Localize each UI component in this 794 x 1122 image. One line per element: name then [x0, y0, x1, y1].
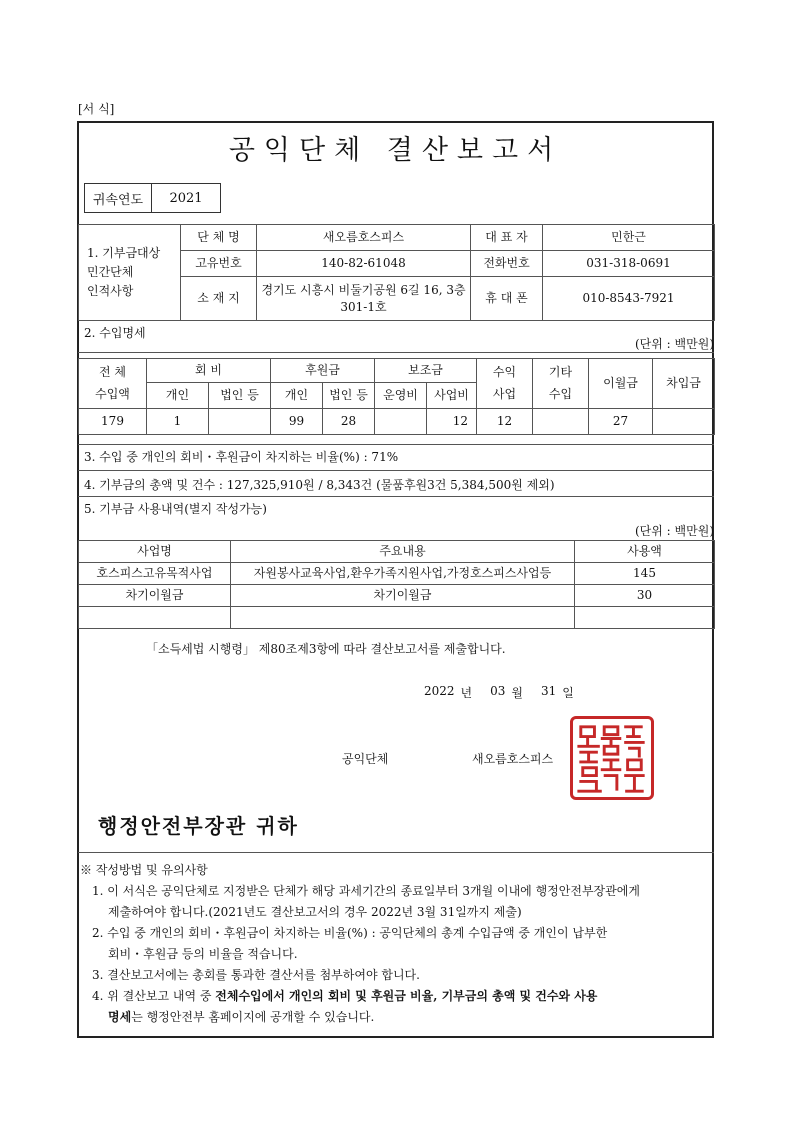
section4-text: 4. 기부금의 총액 및 건수 : 127,325,910원 / 8,343건 (물품후원3건 5,384,500원 제외) — [84, 478, 555, 492]
col-total: 전 체 수입액 — [79, 359, 147, 409]
note-3: 3. 결산보고서에는 총회를 통과한 결산서를 첨부하여야 합니다. — [92, 968, 420, 982]
col-subsidy: 보조금 — [375, 359, 477, 383]
note-4-cont — [80, 1007, 714, 1028]
year-value: 2021 — [169, 190, 203, 206]
val-other — [533, 409, 589, 435]
reg-no-label: 고유번호 — [181, 251, 257, 277]
rep-value: 민한근 — [543, 225, 715, 251]
col-donation: 후원금 — [271, 359, 375, 383]
col-subsidy-project: 사업비 — [427, 383, 477, 409]
divider — [78, 444, 714, 445]
section2-unit: (단위 : 백만원) — [635, 337, 714, 351]
usage-table — [78, 540, 715, 629]
date-month: 03 — [490, 684, 506, 698]
address-label: 소 재 지 — [181, 277, 257, 321]
val-donation-corporate: 28 — [323, 409, 375, 435]
org-info-table — [78, 224, 715, 321]
col-membership-individual: 개인 — [147, 383, 209, 409]
year-box — [84, 183, 221, 213]
section5-label: 5. 기부금 사용내역(별지 작성가능) — [84, 502, 267, 516]
usage-row-project — [79, 607, 231, 629]
date-year-unit: 년 — [460, 686, 473, 700]
col-subsidy-operating: 운영비 — [375, 383, 427, 409]
col-donation-individual: 개인 — [271, 383, 323, 409]
col-borrow: 차입금 — [653, 359, 715, 409]
usage-row-content: 자원봉사교육사업,환우가족지원사업,가정호스피스사업등 — [231, 563, 575, 585]
note-4-post: 는 행정안전부 홈페이지에 공개할 수 있습니다. — [131, 1010, 375, 1024]
phone-label: 전화번호 — [471, 251, 543, 277]
section5-unit: (단위 : 백만원) — [635, 524, 714, 538]
phone-value: 031-318-0691 — [543, 251, 715, 277]
val-total: 179 — [79, 409, 147, 435]
val-carryover: 27 — [589, 409, 653, 435]
col-donation-corporate: 법인 등 — [323, 383, 375, 409]
addressee: 행정안전부장관 귀하 — [98, 814, 299, 838]
note-4-bold: 전체수입에서 개인의 회비 및 후원금 비율, 기부금의 총액 및 건수와 사용 — [215, 989, 598, 1003]
date — [424, 684, 574, 701]
form-tag: [서 식] — [78, 102, 115, 116]
section1-label: 1. 기부금대상 민간단체 인적사항 — [79, 225, 181, 321]
col-membership: 회 비 — [147, 359, 271, 383]
col-revenue: 수익 사업 — [477, 359, 533, 409]
seal-glyphs — [573, 719, 651, 797]
org-name-label: 단 체 명 — [181, 225, 257, 251]
val-borrow — [653, 409, 715, 435]
note-4 — [80, 986, 714, 1007]
section3-text: 3. 수입 중 개인의 회비・후원금이 차지하는 비율(%) : 71% — [84, 450, 399, 464]
note-1a: 1. 이 서식은 공익단체로 지정받은 단체가 해당 과세기간의 종료일부터 3개월 이내에 행정안전부장관에게 — [92, 884, 640, 898]
notes-heading: ※ 작성방법 및 유의사항 — [80, 863, 208, 877]
val-subsidy-operating — [375, 409, 427, 435]
org-name-value: 새오름호스피스 — [257, 225, 471, 251]
usage-row-amount: 145 — [575, 563, 715, 585]
usage-row-content — [231, 607, 575, 629]
divider — [78, 352, 714, 353]
val-donation-individual: 99 — [271, 409, 323, 435]
org-label: 공익단체 — [342, 752, 389, 766]
mobile-label: 휴 대 폰 — [471, 277, 543, 321]
note-1b: 제출하여야 합니다.(2021년도 결산보고서의 경우 2022년 3월 31일까지 제출) — [108, 905, 522, 919]
col-carryover: 이월금 — [589, 359, 653, 409]
usage-row-project: 차기이월금 — [79, 585, 231, 607]
note-4-pre: 4. 위 결산보고 내역 중 — [92, 989, 216, 1003]
date-day: 31 — [541, 684, 557, 698]
divider — [78, 852, 714, 853]
section2-label: 2. 수입명세 — [84, 326, 146, 340]
col-other: 기타 수입 — [533, 359, 589, 409]
statement: 「소득세법 시행령」 제80조제3항에 따라 결산보고서를 제출합니다. — [146, 642, 506, 656]
mobile-value: 010-8543-7921 — [543, 277, 715, 321]
official-seal — [570, 716, 654, 800]
note-2a: 2. 수입 중 개인의 회비・후원금이 차지하는 비율(%) : 공익단체의 총계 수입금액 중 개인이 납부한 — [92, 926, 608, 940]
col-membership-corporate: 법인 등 — [209, 383, 271, 409]
date-year: 2022 — [424, 684, 455, 698]
val-membership-individual: 1 — [147, 409, 209, 435]
rep-label: 대 표 자 — [471, 225, 543, 251]
note-2b: 회비・후원금 등의 비율을 적습니다. — [108, 947, 298, 961]
val-membership-corporate — [209, 409, 271, 435]
usage-row-project: 호스피스고유목적사업 — [79, 563, 231, 585]
usage-col-amount: 사용액 — [575, 541, 715, 563]
usage-row-content: 차기이월금 — [231, 585, 575, 607]
year-label: 귀속연도 — [85, 184, 152, 212]
date-day-unit: 일 — [562, 686, 574, 700]
usage-row-amount — [575, 607, 715, 629]
usage-col-project: 사업명 — [79, 541, 231, 563]
usage-row-amount: 30 — [575, 585, 715, 607]
val-revenue: 12 — [477, 409, 533, 435]
divider — [78, 496, 714, 497]
org-name: 새오름호스피스 — [472, 752, 554, 766]
page-title: 공익단체 결산보고서 — [228, 135, 563, 166]
note-4-bold-2: 명세 — [108, 1010, 132, 1024]
notes — [80, 860, 714, 1028]
income-table — [78, 358, 715, 435]
reg-no-value: 140-82-61048 — [257, 251, 471, 277]
usage-col-content: 주요내용 — [231, 541, 575, 563]
val-subsidy-project: 12 — [427, 409, 477, 435]
date-month-unit: 월 — [511, 686, 524, 700]
divider — [78, 470, 714, 471]
address-value: 경기도 시흥시 비둘기공원 6길 16, 3층 301-1호 — [257, 277, 471, 321]
